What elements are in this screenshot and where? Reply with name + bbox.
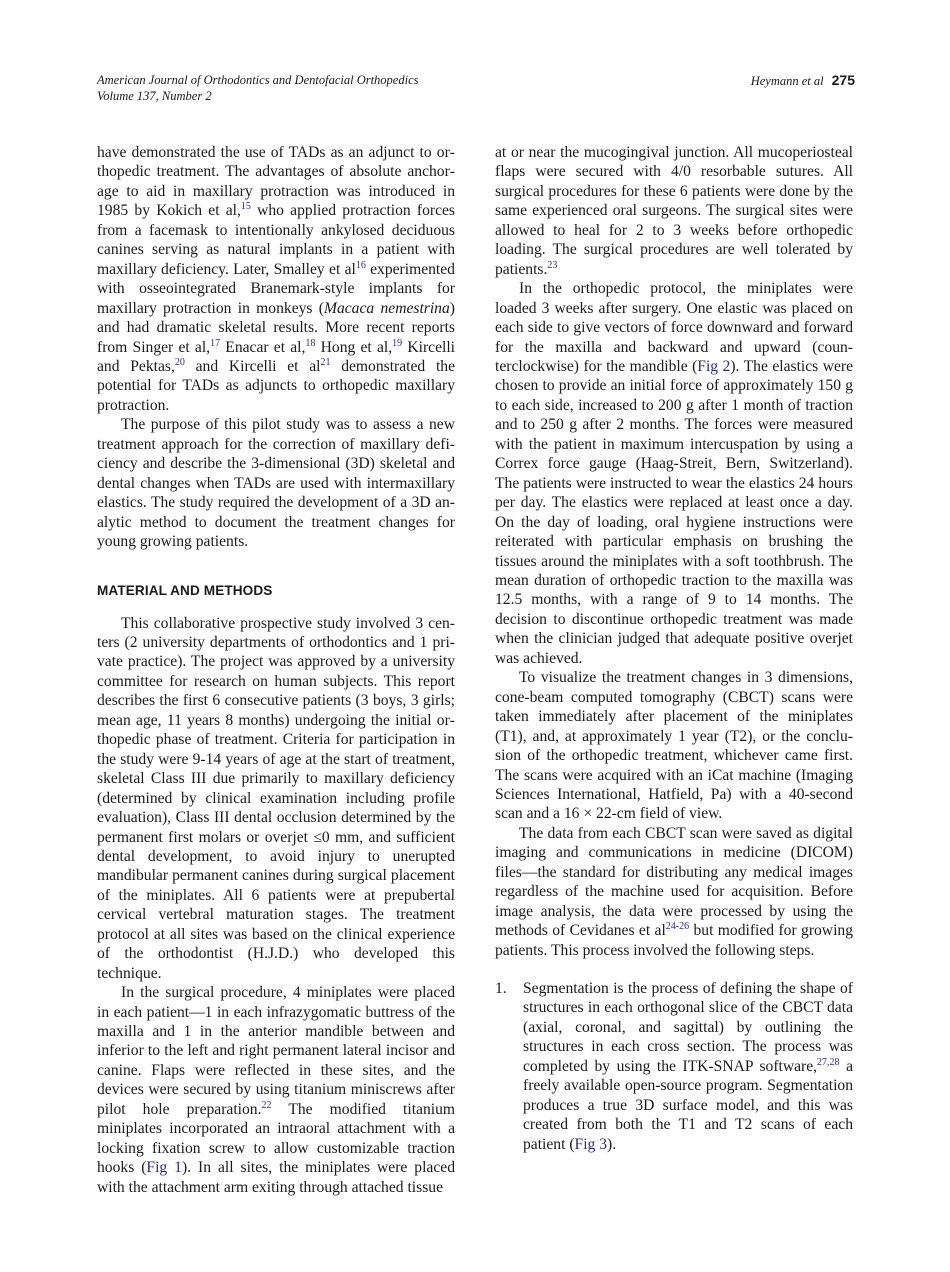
reference-link[interactable]: 16 [355,259,366,271]
paragraph-orthopedic-protocol: In the orthopedic protocol, the miniplates were loaded 3 weeks after surgery. One elastic was placed on each side to give vectors of force downward and forward for the maxilla and backward and upward (counterclockwise) for the mandible (Fig 2). The elastics were chosen to provide an initial force of approximately 150 g to each side, increased to 200 g after 1 month of traction and to 250 g after 2 months. The forces were measured with the patient in maximum intercuspation by using a Correx force gauge (Haag-Streit, Bern, Switzerland). The patients were instructed to wear the elastics 24 hours per day. The elastics were replaced at least once a day. On the day of loading, oral hygiene instructions were reiterated with particular emphasis on brushing the tissues around the miniplates with a soft toothbrush. The mean duration of orthopedic traction to the maxilla was 12.5 months, with a range of 9 to 14 months. The decision to discontinue orthopedic treatment was made when the clinician judged that adequate positive overjet was achieved. [495,280,853,667]
figure-link[interactable]: Fig 3 [574,1135,608,1153]
right-column [495,143,853,1154]
paragraph-surgical-procedure: In the surgical procedure, 4 miniplates were placed in each patient—1 in each infrazygomatic buttress of the maxilla and 1 in the anterior mandible between and inferior to the left and right permanent lateral incisor and canine. Flaps were reflected in these sites, and the devices were secured by using titanium miniscrews after pilot hole preparation.$^{22}$ The modified titanium miniplates incorporated an intraoral attachment with a locking fixation screw to allow customizable traction hooks (Fig 1). In all sites, the miniplates were placed with the attachment arm exiting through attached tissue [97,984,455,1196]
reference-link[interactable]: 27,28 [817,1056,840,1068]
reference-link[interactable]: 18 [305,337,316,349]
reference-link[interactable]: 24-26 [665,921,690,933]
page-number: 275 [831,72,855,88]
running-authors: Heymann et al [750,74,824,88]
figure-link[interactable]: Fig 2 [697,357,731,375]
section-heading: MATERIAL AND METHODS [97,582,273,598]
paragraph-cbct-scans: To visualize the treatment changes in 3 dimensions, cone-beam computed tomography (CBCT) scans were taken immediately after placement of the miniplates (T1), and, at approximately 1 year (T2), or the conclusion of the orthopedic treatment, whichever came first. The scans were acquired with an iCat machine (Imaging Sciences International, Hatfield, Pa) with a 40-second scan and a 16 × 22-cm field of view. [495,669,853,823]
paragraph-study-purpose: The purpose of this pilot study was to assess a new treatment approach for the correction of maxillary deficiency and describe the 3-dimensional (3D) skeletal and dental changes when TADs are used with intermaxillary elastics. The study required the development of a 3D analytic method to document the treatment changes for young growing patients. [97,416,455,551]
author-page-header [751,72,855,89]
reference-link[interactable]: 20 [174,356,185,368]
reference-link[interactable]: 19 [392,337,403,349]
processing-steps-list [495,979,853,1154]
paragraph-surgical-healing: at or near the mucogingival junction. All mucoperiosteal flaps were secured with 4/0 resorbable sutures. All surgical procedures for these 6 patients were done by the same experienced oral surgeons. The surgical sites were allowed to heal for 2 to 3 weeks before orthopedic loading. The surgical procedures are well tolerated by patients.$^{23}$ [495,144,853,278]
paragraph-dicom-processing: The data from each CBCT scan were saved as digital imaging and communications in medicine (DICOM) files—the standard for distributing any medical images regardless of the machine used for acquisition. Before image analysis, the data were processed by using the methods of Cevidanes et $al^{24-26}$ but modified for growing patients. This process involved the following steps. [495,824,853,959]
paragraph-study-design: This collaborative prospective study involved 3 centers (2 university departments of orthodontics and 1 private practice). The project was approved by a university committee for research on human subjects. This report describes the first 6 consecutive patients (3 boys, 3 girls; mean age, 11 years 8 months) undergoing the initial orthopedic phase of treatment. Criteria for participation in the study were 9-14 years of age at the start of treatment, skeletal Class III due primarily to maxillary deficiency (determined by clinical examination including profile evaluation), Class III dental occlusion determined by the permanent first molars or overjet ≤0 mm, and sufficient dental development, to avoid injury to unerupted mandibular permanent canines during surgical placement of the miniplates. All 6 patients were at prepubertal cervical vertebral maturation stages. The treatment protocol at all sites was based on the clinical experience of the orthodontist (H.J.D.) who developed this technique. [97,614,455,982]
reference-link[interactable]: 17 [210,337,221,349]
paragraph-tads-background: have demonstrated the use of TADs as an adjunct to orthopedic treatment. The advantages of absolute anchorage to aid in maxillary protraction was introduced in 1985 by Kokich et al,$^{15}$ who applied protraction forces from a facemask to intentionally ankylosed deciduous canines serving as natural implants in a patient with maxillary deficiency. Later, Smalley et $al^{16}$ experimented with osseointegrated Branemark-style implants for maxillary protraction in monkeys (Macaca nemestrina) and had dramatic skeletal results. More recent reports from Singer et al,$^{17}$ Enacar et al,$^{18}$ Hong et al,$^{19}$ Kircelli and Pektas,$^{20}$ and Kircelli et $al^{21}$ demonstrated the potential for TADs as adjuncts to orthopedic maxillary protraction. [97,144,456,414]
species-name: Macaca nemestrina [323,299,450,317]
reference-link[interactable]: 21 [320,356,331,368]
list-spacer [495,960,853,979]
journal-volume: Volume 137, Number 2 [97,89,212,103]
reference-link[interactable]: 15 [240,201,251,213]
list-item: 1. Segmentation is the process of defining the shape of structures in each orthogonal slice of the CBCT data (axial, coronal, and sagittal) by outlining the structures in each cross section. The process was completed by using the ITK-SNAP software,$^{27,28}$ a freely available open-source program. Segmentation produces a true 3D surface model, and this was created from both the T1 and T2 scans of each patient (Fig 3). [495,980,853,1153]
figure-link[interactable]: Fig 1 [146,1159,182,1177]
journal-title: American Journal of Orthodontics and Dentofacial Orthopedics [97,73,419,87]
reference-link[interactable]: 22 [261,1099,272,1111]
reference-link[interactable]: 23 [547,259,558,271]
list-number: 1. [495,980,507,998]
left-column [97,143,455,1197]
journal-citation [97,72,419,104]
